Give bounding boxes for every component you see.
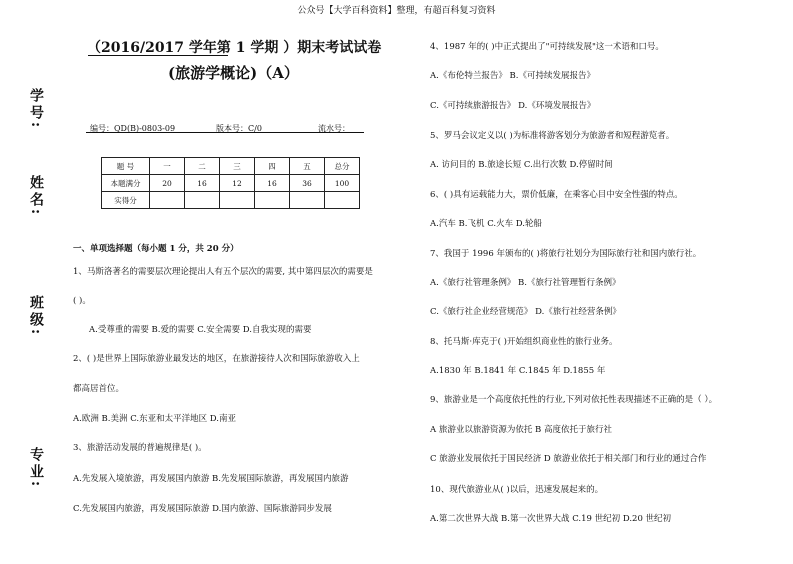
serial-number: 流水号： — [318, 124, 350, 133]
question-8-options: A.1830 年 B.1841 年 C.1845 年 D.1855 年 — [430, 366, 606, 376]
question-9-options-cd: C 旅游业发展依托于国民经济 D 旅游业依托于相关部门和行业的通过合作 — [430, 454, 707, 464]
earned-score-label: 实得分 — [102, 192, 150, 209]
question-5-options: A. 访问目的 B.旅途长短 C.出行次数 D.停留时间 — [430, 160, 613, 170]
question-3-options-cd: C.先发展国内旅游，再发展国际旅游 D.国内旅游、国际旅游同步发展 — [73, 504, 332, 514]
full-score-cell: 20 — [150, 175, 185, 192]
question-7-options-ab: A.《旅行社管理条例》 B.《旅行社管理暂行条例》 — [430, 278, 621, 288]
title-underline — [88, 55, 228, 56]
score-header-cell: 一 — [150, 158, 185, 175]
question-9-options-ab: A 旅游业以旅游资源为依托 B 高度依托于旅行社 — [430, 425, 612, 435]
earned-score-cell[interactable] — [290, 192, 325, 209]
question-1-blank: ( )。 — [73, 296, 91, 306]
question-3: 3、旅游活动发展的普遍规律是( )。 — [73, 443, 207, 453]
full-score-cell: 36 — [290, 175, 325, 192]
full-score-cell: 12 — [220, 175, 255, 192]
score-table — [101, 157, 360, 209]
full-score-cell: 100 — [325, 175, 360, 192]
question-3-options-ab: A.先发展入境旅游，再发展国内旅游 B.先发展国际旅游，再发展国内旅游 — [73, 474, 349, 484]
question-6: 6、( )具有运载能力大，票价低廉，在乘客心目中安全性强的特点。 — [430, 190, 683, 200]
question-1: 1、马斯洛著名的需要层次理论提出人有五个层次的需要, 其中第四层次的需要是 — [73, 267, 373, 277]
earned-score-cell[interactable] — [325, 192, 360, 209]
question-2-cont: 都高居首位。 — [73, 384, 125, 394]
question-5: 5、罗马会议定义以( )为标准将游客划分为旅游者和短程游览者。 — [430, 131, 675, 141]
version-number: 版本号：C/0 — [216, 124, 262, 133]
major-label: 专业: — [28, 447, 44, 490]
score-header-cell: 四 — [255, 158, 290, 175]
earned-score-row — [102, 192, 360, 209]
question-2: 2、( )是世界上国际旅游业最发达的地区，在旅游接待人次和国际旅游收入上 — [73, 354, 360, 364]
code-number: 编号：QD(B)-0803-09 — [90, 124, 176, 133]
question-7-options-cd: C.《旅行社企业经营规范》 D.《旅行社经营条例》 — [430, 307, 621, 317]
score-header-cell: 二 — [185, 158, 220, 175]
student-id-label: 学号: — [28, 88, 44, 131]
question-4-options-ab: A.《布伦特兰报告》 B.《可持续发展报告》 — [430, 71, 595, 81]
score-header-cell: 三 — [220, 158, 255, 175]
question-1-options: A.受尊重的需要 B.爱的需要 C.安全需要 D.自我实现的需要 — [89, 325, 312, 335]
question-4: 4、1987 年的( )中正式提出了"可持续发展"这一术语和口号。 — [430, 42, 664, 52]
earned-score-cell[interactable] — [255, 192, 290, 209]
class-label: 班级: — [28, 295, 44, 338]
question-7: 7、我国于 1996 年颁布的( )将旅行社划分为国际旅行社和国内旅行社。 — [430, 249, 702, 259]
section-heading: 一、单项选择题（每小题 1 分，共 20 分） — [73, 244, 239, 254]
earned-score-cell[interactable] — [150, 192, 185, 209]
page-header: 公众号【大学百科资料】整理，有超百科复习资料 — [297, 6, 496, 16]
question-6-options: A.汽车 B.飞机 C.火车 D.轮船 — [430, 219, 543, 229]
earned-score-cell[interactable] — [185, 192, 220, 209]
question-2-options: A.欧洲 B.美洲 C.东亚和太平洋地区 D.南亚 — [73, 414, 237, 424]
score-header-row — [102, 158, 360, 175]
score-header-cell: 题 号 — [102, 158, 150, 175]
full-score-cell: 16 — [255, 175, 290, 192]
full-score-cell: 本题满分 — [102, 175, 150, 192]
name-label: 姓名: — [28, 175, 44, 218]
question-10: 10、现代旅游业从( )以后，迅速发展起来的。 — [430, 485, 604, 495]
meta-rule — [86, 132, 364, 133]
earned-score-cell[interactable] — [220, 192, 255, 209]
score-header-cell: 总分 — [325, 158, 360, 175]
question-10-options: A.第二次世界大战 B.第一次世界大战 C.19 世纪初 D.20 世纪初 — [430, 514, 672, 524]
full-score-row — [102, 175, 360, 192]
question-8: 8、托马斯·库克于( )开始组织商业性的旅行业务。 — [430, 337, 618, 347]
full-score-cell: 16 — [185, 175, 220, 192]
score-header-cell: 五 — [290, 158, 325, 175]
course-title: (旅游学概论)（A） — [168, 64, 299, 82]
question-4-options-cd: C.《可持续旅游报告》 D.《环境发展报告》 — [430, 101, 596, 111]
exam-title: （2016/2017 学年第 1 学期 ）期末考试试卷 — [87, 40, 382, 56]
question-9: 9、旅游业是一个高度依托性的行业,下列对依托性表现描述不正确的是（ ）。 — [430, 395, 718, 405]
